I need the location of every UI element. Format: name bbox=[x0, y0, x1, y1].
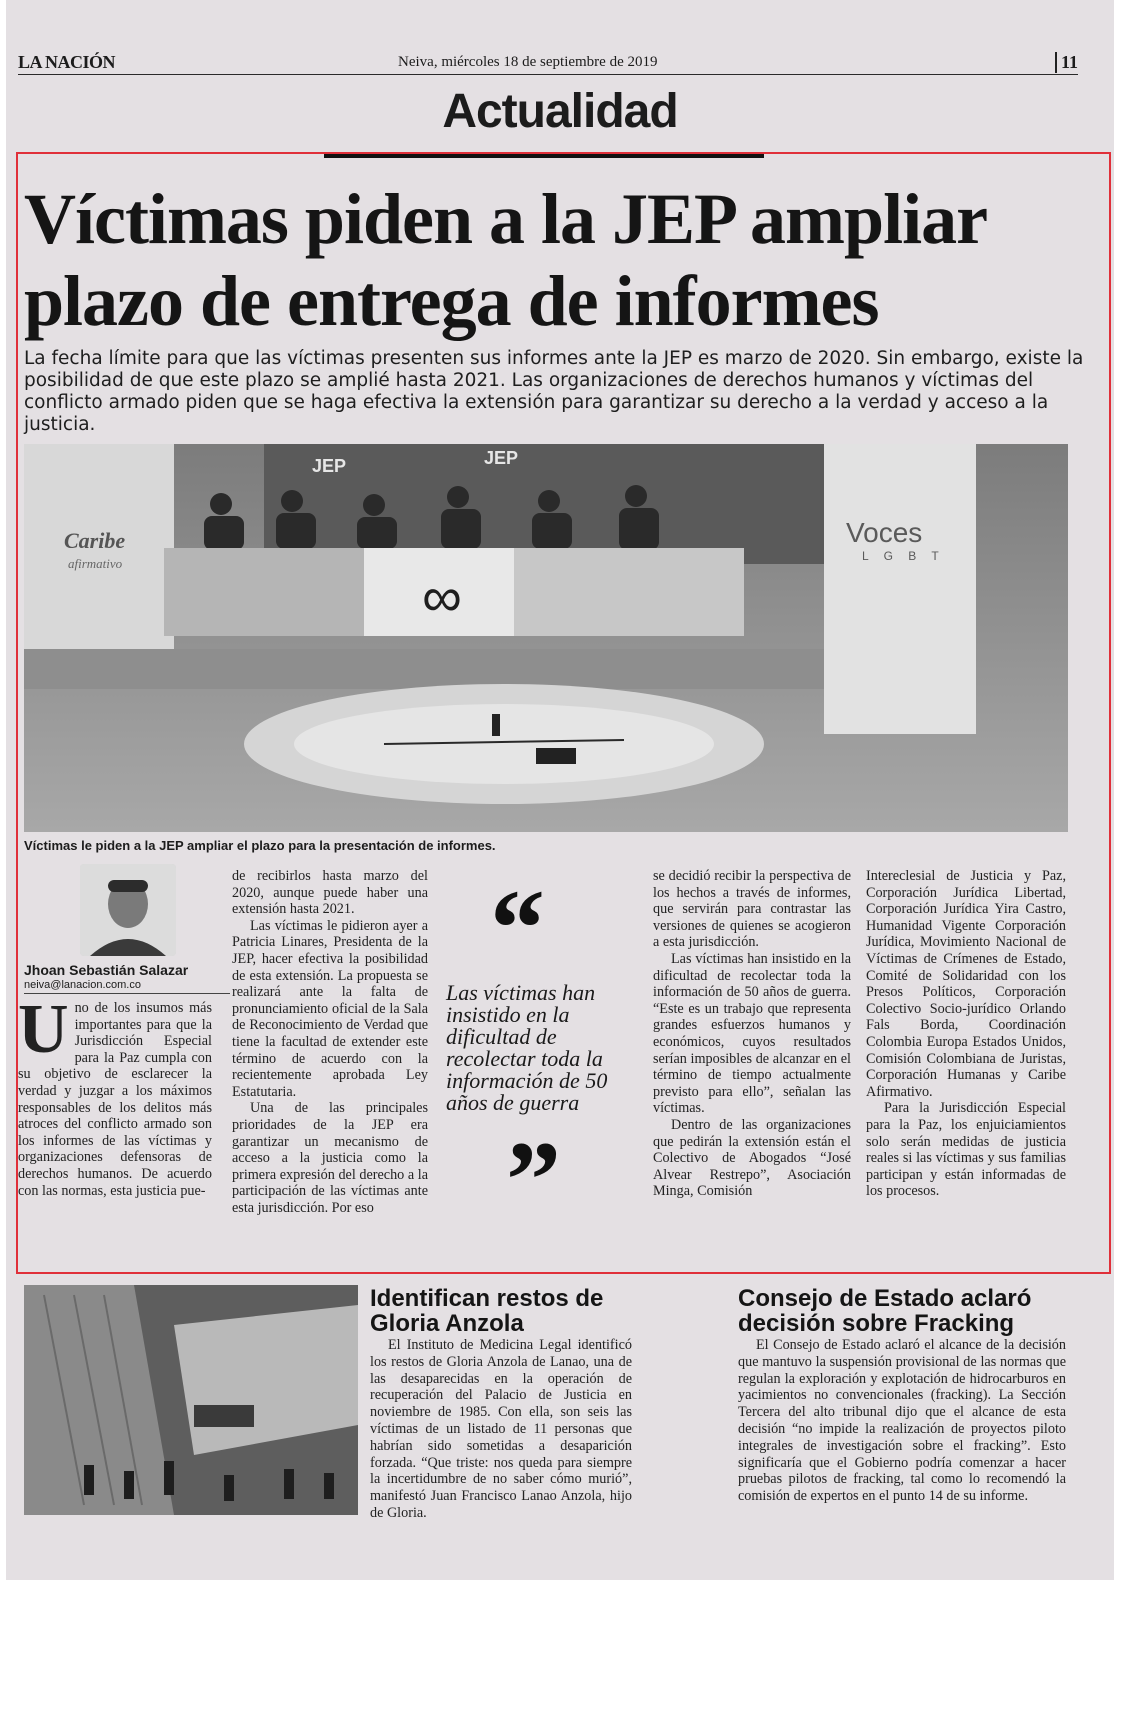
author-email: neiva@lanacion.com.co bbox=[24, 979, 230, 994]
caribe-logo-sub: afirmativo bbox=[68, 556, 123, 571]
column-2-paragraph-1: de recibirlos hasta marzo del 2020, aunque puede haber una extensión hasta 2021. bbox=[232, 868, 428, 918]
brief-2-body: El Consejo de Estado aclaró el alcance de la decisión que mantuvo la suspensión provisional de las normas que regulan la exploración y explotación de hidrocarburos en yacimientos no convencionales (fracking). La Sección Tercera del alto tribunal dijo que el alcance de esta decisión “no impide la realización de proyectos piloto integrales de investigación sobre el fracking”. Esto significaría que el Gobierno podría comenzar a hacer pruebas pilotos de fracking, tal como lo recomendó la comisión de expertos en el punto 14 de su informe. bbox=[738, 1337, 1066, 1505]
column-2-paragraph-2: Las víctimas le pidieron ayer a Patricia Linares, Presidenta de la JEP, hacer efectiva la posibilidad de esta extensión. La propuesta se realizará ante la falta de pronunciamiento oficial de la Sala de Reconocimiento de Verdad que tiene la facultad de extender este término de acuerdo con la recientemente aprobada Ley Estatutaria. bbox=[232, 917, 428, 1100]
svg-text:∞: ∞ bbox=[422, 565, 462, 628]
newspaper-page bbox=[6, 0, 1114, 1580]
dateline: Neiva, miércoles 18 de septiembre de 2019 bbox=[398, 54, 658, 70]
voces-logo-text: Voces bbox=[846, 517, 923, 548]
column-2-paragraph-3: Una de las principales prioridades de la JEP era garantizar un mecanismo de acceso a la justicia como la primera expresión del derecho a la participación de las víctimas ante esta jurisdicción. Por eso bbox=[232, 1100, 428, 1216]
article-photo bbox=[24, 444, 1068, 832]
jep-sign-1: JEP bbox=[312, 456, 347, 476]
brief-1-title: Identifican restos de Gloria Anzola bbox=[370, 1285, 604, 1337]
quote-close-mark: ” bbox=[506, 1119, 561, 1241]
pull-quote: Las víctimas han insistido en la dificultad de recolectar toda la información de 50 años de guerra bbox=[446, 980, 608, 1115]
palace-of-justice-photo bbox=[24, 1285, 358, 1515]
article-headline bbox=[24, 178, 1104, 342]
headline-line-1: Víctimas piden a la JEP ampliar bbox=[24, 179, 988, 259]
brief-2-title: Consejo de Estado aclaró decisión sobre Fracking bbox=[738, 1285, 1032, 1337]
headline-line-2: plazo de entrega de informes bbox=[24, 261, 879, 341]
column-5-paragraph-1: Intereclesial de Justicia y Paz, Corporación Jurídica Libertad, Corporación Jurídica Yira Castro, Humanidad Vigente Corporación Jurídica, Movimiento Nacional de Víctimas de Crímenes de Estado, Comité de Solidaridad con los Presos Políticos, Corporación Colectivo Socio-jurídico Orlando Fals Borda, Coordinación Colombia Europa Estados Unidos, Comisión Colombiana de Juristas, Corporación Humanas y Caribe Afirmativo. bbox=[866, 868, 1066, 1100]
article-column-2 bbox=[232, 868, 428, 1216]
article-lede: La fecha límite para que las víctimas presenten sus informes ante la JEP es marzo de 2020. Sin embargo, existe la posibilidad de que este plazo se amplié hasta 2021. Las organizaciones de derechos humanos y víctimas del conflicto armado piden que se haga efectiva la extensión para garantizar su derecho a la verdad y acceso a la justicia. bbox=[24, 348, 1084, 435]
brief-1-photo bbox=[24, 1285, 358, 1515]
column-1-text: no de los insumos más importantes para que la Jurisdicción Especial para la Paz cumpla con su objetivo de esclarecer la verdad y juzgar a los máximos responsables de los delitos más atroces del conflicto armado son los informes de las víctimas y organizaciones defensoras de derechos humanos. De acuerdo con las normas, esta justicia pue- bbox=[18, 1000, 212, 1199]
author-name: Jhoan Sebastián Salazar bbox=[24, 962, 189, 978]
caribe-logo-text: Caribe bbox=[64, 528, 126, 553]
article-column-4 bbox=[653, 868, 851, 1200]
photo-caption: Víctimas le piden a la JEP ampliar el plazo para la presentación de informes. bbox=[24, 838, 496, 853]
column-4-paragraph-3: Dentro de las organizaciones que pedirán la extensión están el Colectivo de Abogados “José Alvear Restrepo”, Asociación Minga, Comisión bbox=[653, 1116, 851, 1200]
quote-open-mark: “ bbox=[490, 867, 545, 989]
page-number: 11 bbox=[1055, 52, 1078, 73]
voces-banner bbox=[824, 444, 976, 734]
brief-1-body: El Instituto de Medicina Legal identificó los restos de Gloria Anzola de Lanao, una de las desaparecidas en la operación de recuperación del Palacio de Justicia en noviembre de 1985. Con ella, son seis las víctimas de un listado de 11 personas que habrían sido sometidas a desaparición forzada. “Que triste: nos queda para siempre la incertidumbre de no saber cómo murió”, manifestó Juan Francisco Lanao Anzola, hijo de Gloria. bbox=[370, 1337, 632, 1521]
jep-sign-2: JEP bbox=[484, 448, 519, 468]
section-title: Actualidad bbox=[442, 85, 678, 138]
column-5-paragraph-2: Para la Jurisdicción Especial para la Paz, los enjuiciamientos solo serán medidas de justicia reales si las víctimas y sus familias participan y están informadas de los procesos. bbox=[866, 1100, 1066, 1200]
press-conference-photo bbox=[24, 444, 1068, 832]
column-4-paragraph-1: se decidió recibir la perspectiva de los hechos a través de informes, que servirán para contrastar las versiones de quienes se acogieron a esta jurisdicción. bbox=[653, 868, 851, 951]
article-column-1 bbox=[18, 991, 212, 1199]
drop-cap: U bbox=[18, 991, 69, 1068]
column-4-paragraph-2: Las víctimas han insistido en la dificultad de recolectar toda la información de 50 años de guerra. “Este es un trabajo que representa grandes esfuerzos humanos y económicos, cuyos resultados serían imposibles de alcanzar en el término de tiempo actualmente previsto para ello”, señalan las víctimas. bbox=[653, 950, 851, 1117]
masthead bbox=[18, 52, 1078, 75]
newspaper-logo: LA NACIÓN bbox=[18, 52, 116, 72]
article-column-5 bbox=[866, 868, 1066, 1200]
voces-logo-sub: L G B T bbox=[862, 549, 945, 563]
author-avatar bbox=[80, 864, 176, 956]
author-portrait bbox=[80, 864, 176, 956]
